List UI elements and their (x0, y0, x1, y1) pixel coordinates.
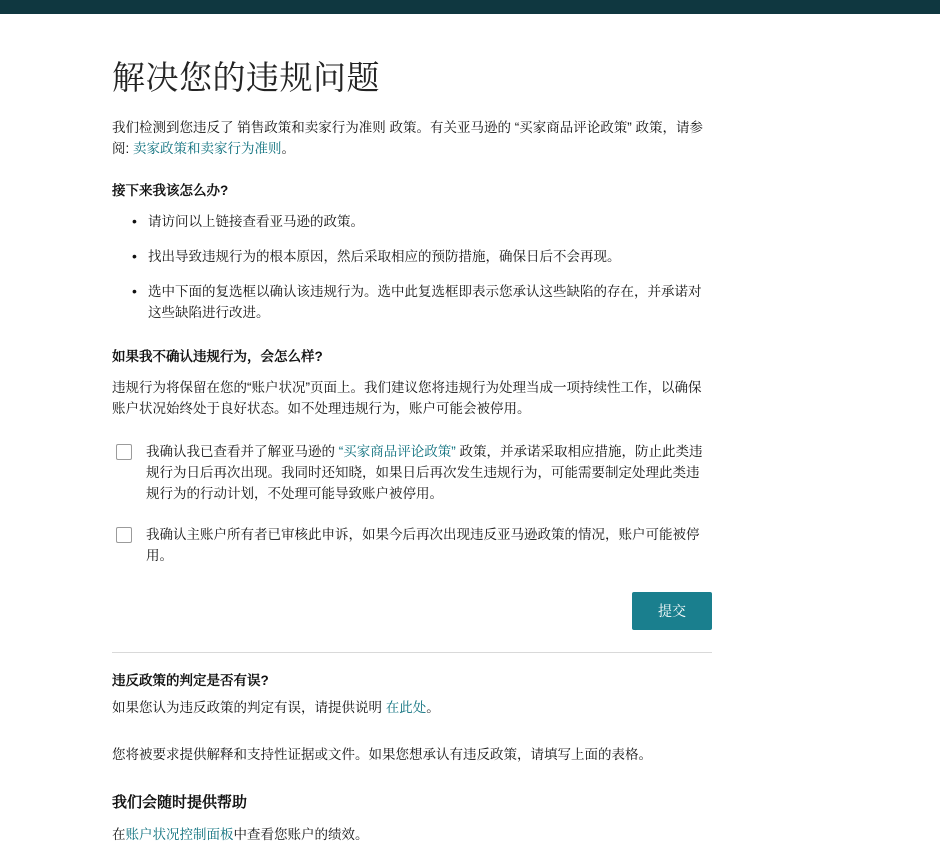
dispute-here-link[interactable]: 在此处 (385, 700, 427, 715)
list-item: • 找出导致违规行为的根本原因，然后采取相应的预防措施，确保日后不会再现。 (134, 246, 712, 267)
submit-button[interactable]: 提交 (632, 592, 712, 630)
help-heading: 我们会随时提供帮助 (112, 794, 248, 811)
intro-text-part1: 我们检测到您违反了 销售政策和卖家行为准则 政策。有关亚马逊的 “买家商品评论政策” 政策，请参阅: (112, 120, 703, 156)
acknowledge-policy-checkbox[interactable] (116, 444, 132, 460)
top-bar (0, 0, 940, 14)
dispute-text-after: 。 (426, 700, 440, 715)
dispute-heading: 违反政策的判定是否有误? (112, 673, 269, 688)
divider (112, 652, 712, 653)
list-item: • 选中下面的复选框以确认该违规行为。选中此复选框即表示您承认这些缺陷的存在，并承诺对这些缺陷进行改进。 (134, 281, 712, 323)
help-text (112, 824, 712, 845)
acknowledge-text-after: 政策，并承诺采取相应措施，防止此类违规行为日后再次出现。我同时还知晓，如果日后再次发生违规行为，可能需要制定处理此类违规行为的行动计划，不处理可能导致账户被停用。 (146, 444, 703, 501)
page-title: 解决您的违规问题 (112, 59, 380, 96)
primary-owner-review-label: 我确认主账户所有者已审核此申诉，如果今后再次出现违反亚马逊政策的情况，账户可能被停用。 (146, 527, 700, 563)
page-container (112, 14, 712, 845)
dispute-text-before: 如果您认为违反政策的判定有误，请提供说明 (112, 700, 386, 715)
intro-text-part2: 。 (281, 141, 296, 156)
help-text-after: 中查看您账户的绩效。 (233, 827, 369, 842)
uncertain-heading: 如果我不确认违规行为，会怎么样? (112, 349, 323, 364)
acknowledge-text-before: 我确认我已查看并了解亚马逊的 (146, 444, 339, 459)
acknowledge-policy-row[interactable] (112, 441, 712, 504)
review-policy-link[interactable]: “买家商品评论政策” (338, 444, 456, 459)
dispute-note: 您将被要求提供解释和支持性证据或文件。如果您想承认有违反政策，请填写上面的表格。 (112, 747, 652, 762)
account-health-dashboard-link[interactable]: 账户状况控制面板 (125, 827, 234, 842)
intro-paragraph (112, 117, 712, 159)
list-item: • 请访问以上链接查看亚马逊的政策。 (134, 211, 712, 232)
primary-owner-review-checkbox[interactable] (116, 527, 132, 543)
dispute-text (112, 697, 712, 718)
acknowledge-policy-label (146, 441, 712, 504)
primary-owner-review-row[interactable] (112, 524, 712, 566)
next-steps-list (112, 211, 712, 323)
next-steps-heading: 接下来我该怎么办? (112, 183, 229, 198)
seller-policy-link[interactable]: 卖家政策和卖家行为准则 (133, 141, 282, 156)
help-text-before: 在 (112, 827, 126, 842)
submit-row (112, 592, 712, 630)
uncertain-text: 违规行为将保留在您的“账户状况”页面上。我们建议您将违规行为处理当成一项持续性工作，以确保账户状况始终处于良好状态。如不处理违规行为，账户可能会被停用。 (112, 380, 702, 416)
